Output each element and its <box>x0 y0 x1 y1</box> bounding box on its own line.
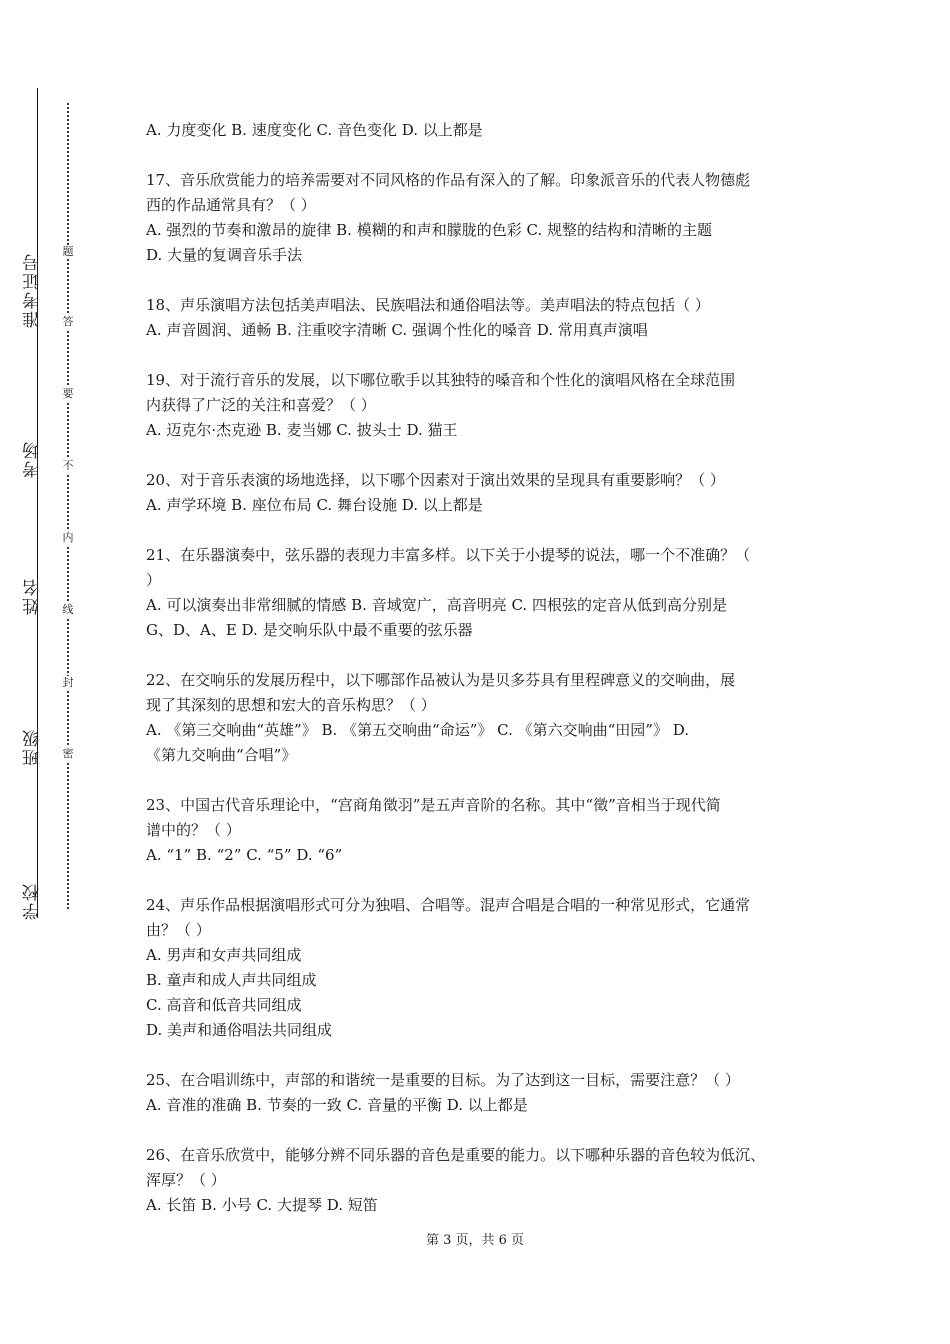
seal-dotted-line <box>67 103 69 909</box>
question-text: 由？（ ） <box>146 921 211 939</box>
question-text: 17、音乐欣赏能力的培养需要对不同风格的作品有深入的了解。印象派音乐的代表人物德彪 <box>146 171 751 189</box>
question-text: 西的作品通常具有？（ ） <box>146 196 316 214</box>
question-content <box>146 118 806 1218</box>
question-text: 内获得了广泛的关注和喜爱？（ ） <box>146 396 376 414</box>
question-text: 26、在音乐欣赏中，能够分辨不同乐器的音色是重要的能力。以下哪种乐器的音色较为低沉、 <box>146 1146 766 1164</box>
question-text: 浑厚？（ ） <box>146 1171 226 1189</box>
school-label: 学校 <box>23 882 43 920</box>
question-23 <box>146 793 806 868</box>
question-options: D. 美声和通俗唱法共同组成 <box>146 1021 333 1039</box>
margin-vertical-line <box>37 88 38 918</box>
question-17 <box>146 168 806 268</box>
question-19 <box>146 368 806 443</box>
question-26 <box>146 1143 806 1218</box>
question-text: 23、中国古代音乐理论中，“宫商角徵羽”是五声音阶的名称。其中“徵”音相当于现代简 <box>146 796 721 814</box>
question-options: 《第九交响曲“合唱”》 <box>146 746 297 764</box>
question-options: C. 高音和低音共同组成 <box>146 996 302 1014</box>
question-text: 22、在交响乐的发展历程中，以下哪部作品被认为是贝多芬具有里程碑意义的交响曲，展 <box>146 671 736 689</box>
question-options: A. 迈克尔·杰克逊 B. 麦当娜 C. 披头士 D. 猫王 <box>146 421 458 439</box>
question-text: 谱中的？（ ） <box>146 821 241 839</box>
question-options: B. 童声和成人声共同组成 <box>146 971 317 989</box>
question-18 <box>146 293 806 343</box>
question-25 <box>146 1068 806 1118</box>
seal-char: 要 <box>60 387 76 401</box>
class-label: 班级 <box>23 728 43 766</box>
seal-char: 密 <box>60 747 76 761</box>
question-options: A. 声音圆润、通畅 B. 注重咬字清晰 C. 强调个性化的嗓音 D. 常用真声演唱 <box>146 321 648 339</box>
question-options: A. 强烈的节奏和激昂的旋律 B. 模糊的和声和朦胧的色彩 C. 规整的结构和清晰的主题 <box>146 221 712 239</box>
seal-char: 答 <box>60 315 76 329</box>
question-text: 18、声乐演唱方法包括美声唱法、民族唱法和通俗唱法等。美声唱法的特点包括（ ） <box>146 296 710 314</box>
prev-question-options: A. 力度变化 B. 速度变化 C. 音色变化 D. 以上都是 <box>146 121 483 139</box>
question-22 <box>146 668 806 768</box>
seal-char: 封 <box>60 676 76 690</box>
question-options: A. “1” B. “2” C. “5” D. “6” <box>146 846 343 864</box>
admission-number-label: 准考证号 <box>23 252 43 328</box>
seal-char: 不 <box>60 459 76 473</box>
question-options: A. 声学环境 B. 座位布局 C. 舞台设施 D. 以上都是 <box>146 496 483 514</box>
exam-room-label: 考场 <box>23 440 43 478</box>
question-text: 24、声乐作品根据演唱形式可分为独唱、合唱等。混声合唱是合唱的一种常见形式，它通常 <box>146 896 751 914</box>
question-24 <box>146 893 806 1043</box>
name-label: 姓名 <box>23 577 43 615</box>
seal-char: 线 <box>60 603 76 617</box>
question-options: A. 长笛 B. 小号 C. 大提琴 D. 短笛 <box>146 1196 378 1214</box>
question-text: 19、对于流行音乐的发展，以下哪位歌手以其独特的嗓音和个性化的演唱风格在全球范围 <box>146 371 736 389</box>
question-text: 现了其深刻的思想和宏大的音乐构思？（ ） <box>146 696 436 714</box>
question-options: A. 可以演奏出非常细腻的情感 B. 音域宽广，高音明亮 C. 四根弦的定音从低到高分别是 <box>146 596 727 614</box>
question-options: A. 《第三交响曲“英雄”》 B. 《第五交响曲“命运”》 C. 《第六交响曲“田园”》 D. <box>146 721 689 739</box>
question-20 <box>146 468 806 518</box>
question-21 <box>146 543 806 643</box>
question-options: A. 音准的准确 B. 节奏的一致 C. 音量的平衡 D. 以上都是 <box>146 1096 528 1114</box>
question-text: ） <box>146 571 162 589</box>
question-text: 20、对于音乐表演的场地选择，以下哪个因素对于演出效果的呈现具有重要影响？（ ） <box>146 471 725 489</box>
seal-char: 题 <box>60 245 76 259</box>
question-options: D. 大量的复调音乐手法 <box>146 246 303 264</box>
page-number-footer: 第 3 页，共 6 页 <box>425 1233 525 1248</box>
seal-char: 内 <box>60 531 76 545</box>
question-text: 25、在合唱训练中，声部的和谐统一是重要的目标。为了达到这一目标，需要注意？（ ） <box>146 1071 740 1089</box>
question-options: G、D、A、E D. 是交响乐队中最不重要的弦乐器 <box>146 621 473 639</box>
question-options: A. 男声和女声共同组成 <box>146 946 302 964</box>
question-text: 21、在乐器演奏中，弦乐器的表现力丰富多样。以下关于小提琴的说法，哪一个不准确？（ <box>146 546 751 564</box>
